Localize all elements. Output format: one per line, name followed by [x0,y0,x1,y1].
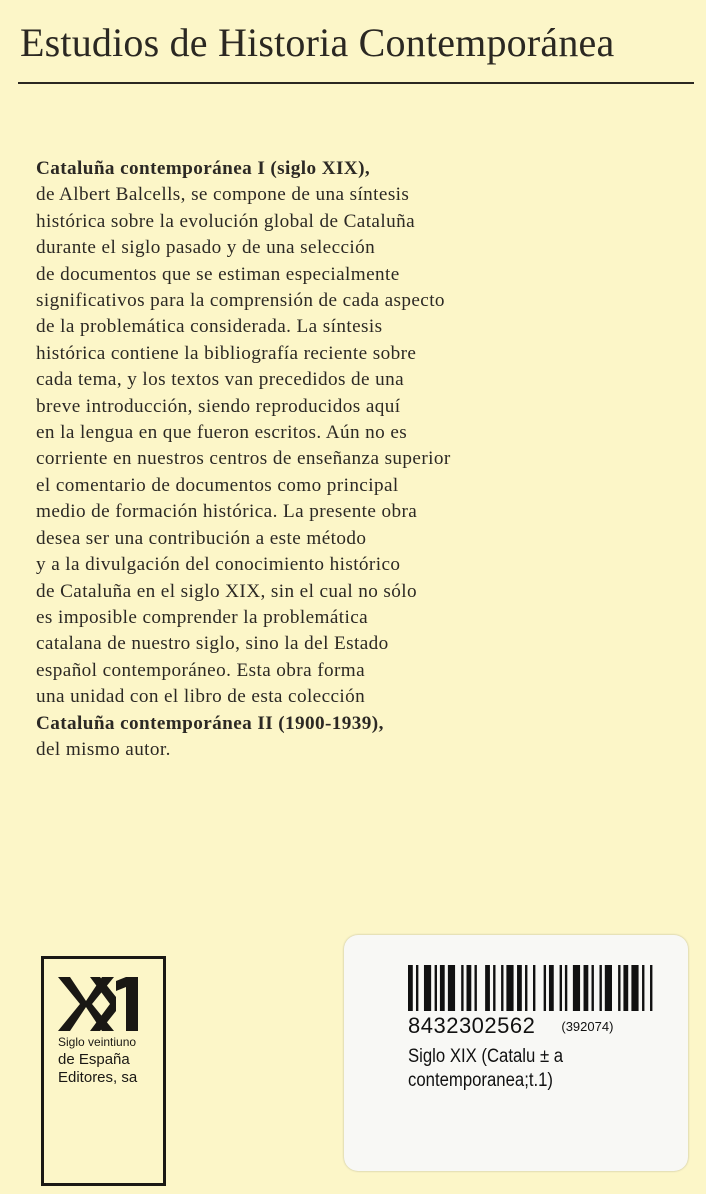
blurb-line: de Cataluña en el siglo XIX, sin el cual no sólo [36,580,418,602]
blurb-line: en la lengua en que fueron escritos. Aún no es [36,422,408,444]
barcode-bar [565,965,567,1011]
isbn-number: 8432302562 [408,1013,536,1038]
barcode-sticker [344,935,688,1171]
blurb-line: de la problemática considerada. La síntesis [36,316,383,338]
blurb-line [36,711,636,737]
barcode-bar [440,965,445,1011]
barcode-bar [631,965,638,1011]
blurb-line: de documentos que se estiman especialmente [36,263,400,285]
barcode-bar [549,965,554,1011]
barcode-bar [501,965,503,1011]
blurb-line: cada tema, y los textos van precedidos de una [36,369,405,391]
barcode-bar [623,965,628,1011]
barcode-bar [618,965,620,1011]
barcode-bar [517,965,522,1011]
blurb-line: español contemporáneo. Esta obra forma [36,659,366,681]
blurb-line [36,156,636,182]
sticker-desc-line-2: contemporanea;t.1) [408,1070,553,1091]
series-title: Estudios de Historia Contemporánea [20,20,615,65]
blurb-line: breve introducción, siendo reproducidos aquí [36,395,401,417]
barcode-bar [599,965,601,1011]
barcode-bar [493,965,495,1011]
barcode-bar [474,965,476,1011]
blurb-line: y a la divulgación del conocimiento histórico [36,554,401,576]
barcode-bar [525,965,527,1011]
title-divider [18,82,694,84]
blurb-line: durante el siglo pasado y de una selección [36,237,376,259]
blurb-line: el comentario de documentos como principal [36,474,399,496]
blurb-line: es imposible comprender la problemática [36,606,369,628]
sticker-desc-line-1: Siglo XIX (Catalu ± a [408,1046,564,1067]
isbn-row [408,1013,678,1039]
barcode-bar [544,965,546,1011]
xxi-logo-icon [56,975,152,1033]
blurb-line: catalana de nuestro siglo, sino la del Estado [36,633,389,655]
publisher-line-2: de España [58,1051,130,1068]
blurb-line: significativos para la comprensión de cada aspecto [36,290,445,312]
publisher-line-3: Editores, sa [58,1069,138,1086]
barcode-bar [533,965,535,1011]
barcode-bar [650,965,652,1011]
blurb-line: de Albert Balcells, se compone de una síntesis [36,184,410,206]
blurb-line: histórica contiene la bibliografía reciente sobre [36,342,417,364]
barcode-bar [435,965,437,1011]
blurb-line: corriente en nuestros centros de enseñanza superior [36,448,451,470]
blurb-line: una unidad con el libro de esta colección [36,686,366,708]
stock-code: (392074) [561,1019,614,1034]
barcode-bar [448,965,455,1011]
barcode-bar [584,965,589,1011]
book-title-bold: Cataluña contemporánea I (siglo XIX), [36,158,371,179]
barcode-bar [560,965,562,1011]
blurb-line: histórica sobre la evolución global de Cataluña [36,210,415,232]
barcode-bar [467,965,472,1011]
barcode-bar [506,965,513,1011]
barcode-bar [461,965,463,1011]
barcode-bar [485,965,490,1011]
sticker-description [408,1045,646,1093]
barcode-bar [573,965,580,1011]
blurb-line: desea ser una contribución a este método [36,527,367,549]
barcode-bar [416,965,418,1011]
barcode-bar [605,965,612,1011]
barcode-bar [408,965,413,1011]
blurb-line: del mismo autor. [36,738,171,760]
publisher-line-1: Siglo veintiuno [58,1035,137,1049]
barcode-bar [424,965,431,1011]
publisher-logo [41,956,166,1186]
barcode-icon [408,965,658,1011]
blurb-line: medio de formación histórica. La presente obra [36,501,418,523]
companion-title-bold: Cataluña contemporánea II (1900-1939), [36,712,384,734]
back-cover-blurb [36,156,636,763]
barcode-bar [592,965,594,1011]
barcode-bar [642,965,644,1011]
publisher-name [58,1033,168,1087]
